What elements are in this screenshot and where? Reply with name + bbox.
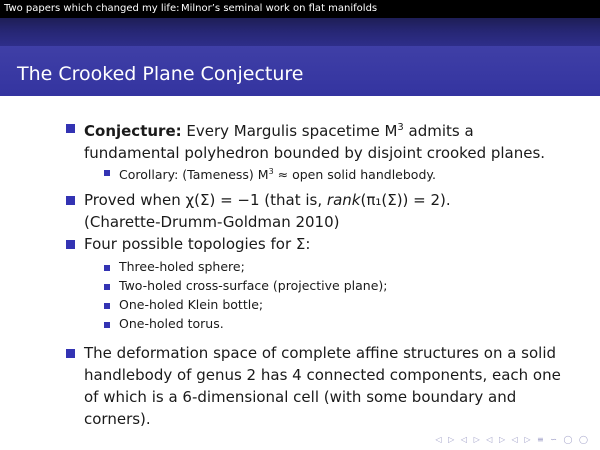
sub-bullet-icon [104, 322, 110, 328]
list-item [84, 189, 584, 233]
headline-bar [0, 0, 600, 18]
list-subitem: Three-holed sphere; [119, 259, 245, 274]
conjecture-text-end: admits a [403, 122, 474, 140]
conjecture-text: Every Margulis spacetime M [186, 122, 398, 140]
bullet-icon [66, 196, 75, 205]
headline-right: Milnor’s seminal work on flat manifolds [181, 3, 378, 14]
list-item [84, 342, 584, 430]
bullet-icon [66, 349, 75, 358]
conjecture-sup: 3 [397, 122, 404, 133]
list-subitem: Two-holed cross-surface (projective plane); [119, 278, 388, 293]
list-item [84, 233, 584, 255]
proved-text-end: (π₁(Σ)) = 2). [360, 191, 451, 209]
sub-bullet-icon [104, 284, 110, 290]
list-subitem: One-holed Klein bottle; [119, 297, 264, 312]
list-subitem: One-holed torus. [119, 316, 224, 331]
sub-bullet-icon [104, 265, 110, 271]
conjecture-label: Conjecture: [84, 122, 182, 140]
topologies-text: Four possible topologies for Σ: [84, 235, 311, 253]
frame-title-bar [0, 46, 600, 96]
deformation-line4: corners). [84, 410, 151, 428]
list-subitem [119, 163, 436, 184]
corollary-sup: 3 [268, 167, 274, 176]
corollary-text-end: ≈ open solid handlebody. [273, 167, 436, 183]
sub-bullet-icon [104, 170, 110, 176]
header-band [0, 18, 600, 46]
headline-left: Two papers which changed my life: [4, 3, 180, 14]
deformation-line1: The deformation space of complete affine structures on a solid [84, 344, 557, 362]
conjecture-line2: fundamental polyhedron bounded by disjoint crooked planes. [84, 144, 546, 162]
sub-bullet-icon [104, 303, 110, 309]
proved-text: Proved when χ(Σ) = −1 (that is, [84, 191, 327, 209]
deformation-line2: handlebody of genus 2 has 4 connected components, each one [84, 366, 561, 384]
rank-text: rank [326, 191, 361, 209]
bullet-icon [66, 124, 75, 133]
corollary-text: Corollary: (Tameness) M [119, 167, 269, 183]
deformation-line3: of which is a 6-dimensional cell (with some boundary and [84, 388, 517, 406]
frame-title: The Crooked Plane Conjecture [17, 63, 304, 85]
proved-line2: (Charette-Drumm-Goldman 2010) [84, 213, 340, 231]
beamer-navigation-icons[interactable]: ◁ ▷ ◁ ▷ ◁ ▷ ◁ ▷ ≡ ∽ ◯ ◯ [435, 435, 590, 444]
bullet-icon [66, 240, 75, 249]
list-item [84, 117, 584, 164]
